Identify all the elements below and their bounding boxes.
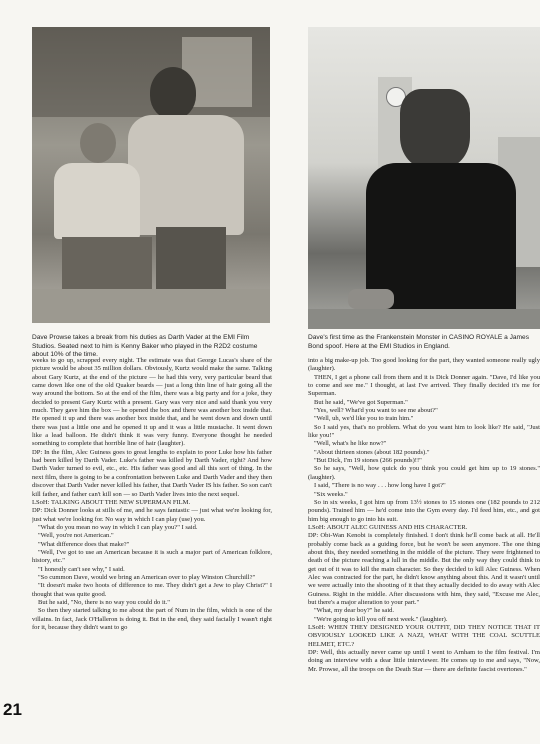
paragraph: So then they started talking to me about the part of Num in the film, which is one of the villains. In fact, Jack O'Halleron is doing it. But in the end, they said facially I wasn't right for it, because they didn't want to go	[32, 607, 272, 631]
paragraph: "But Dick, I'm 19 stones (266 pounds)!!"	[314, 457, 422, 465]
paragraph: "Yes, well? What'd you want to see me about?"	[314, 407, 438, 415]
caption-right-photo: Dave's first time as the Frankenstein Monster in CASINO ROYALE a James Bond spoof. Here at the EMI Studios in England.	[308, 334, 530, 350]
paragraph: "What difference does that make?"	[38, 540, 130, 548]
paragraph: "So cummon Dave, would we bring an American over to play Winston Churchill?"	[38, 573, 256, 581]
paragraph: LSoH: TALKING ABOUT THE NEW SUPERMAN FILM.	[32, 498, 191, 506]
paragraph: DP: In the film, Alec Guiness goes to great lengths to explain to poor Luke how his father had been killed by Darth Vader. Luke's father was killed by Darth Vader, right? And how Darth Vader turned to evil, etc., etc. His father was good and all this sort of thing. In the next film, there is going to be a confrontation between Luke and Darth Vader and they then discover that Darth Vader never killed his father, that Darth Vader IS his father. So son can't kill father, and father can't kill son — so Darth Vader lives into the next sequel.	[32, 448, 272, 498]
photo-prowse-and-baker	[32, 27, 270, 323]
paragraph: But he said, "No, there is no way you could do it."	[38, 598, 170, 606]
paragraph: "What, my dear boy?" he said.	[314, 607, 395, 615]
article-column-left	[32, 357, 272, 737]
paragraph: THEN, I get a phone call from them and it is Dick Donner again. "Dave, I'd like you to come and see me." I thought, at last I've arrived. They finally decided it's me for Superman.	[308, 373, 540, 398]
paragraph: into a big make-up job. Too good looking for the part, they wanted someone really ugly (laughter).	[308, 357, 540, 373]
paragraph: "Well, I've got to use an American because it is such a major part of American folklore, history, etc."	[32, 548, 272, 565]
paragraph: "Six weeks."	[314, 490, 348, 498]
paragraph: So in six weeks, I got him up from 13½ stones to 15 stones one (182 pounds to 212 pounds). Trained him — he'd come into the Gym every day. I'd feed him, etc., and got him big enough to go into his suit.	[308, 498, 540, 523]
paragraph: DP: Dick Donner looks at stills of me, and he says fantastic — just what we're looking for, just what we're looking for. No way in which I can play (use) you.	[32, 507, 272, 523]
page-number: 21	[3, 700, 22, 719]
photo-frankenstein-monster	[308, 27, 540, 329]
paragraph: "Well, uh, we'd like you to train him."	[314, 415, 414, 423]
paragraph: "It doesn't make two hoots of difference to me. They didn't get a Jew to play Christ?" I thought that was quite good.	[32, 582, 272, 598]
paragraph: LSoH: ABOUT ALEC GUINESS AND HIS CHARACTER.	[308, 523, 468, 531]
paragraph: "We're going to kill you off next week." (laughter).	[314, 615, 448, 623]
paragraph: "Well, what's he like now?"	[314, 440, 387, 448]
paragraph: weeks to go up, scrapped every night. The estimate was that George Lucas's share of the picture would be about 35 million dollars. Obviously, Kurtz would make the same. Talking about Gary Kurtz, at the end of the picture — he had this very, very particular beard that came down like one of the old Quaker beards — just a long thin line of hair going all the way around the bottom. So at the end of the film, there was a big party and for a joke, they decided to present Gary Kurtz with a present. Gary was very nice and said thank you very much. They gave him the box — he opened the box and there was another box inside that. He opened it up and there was another box inside that, and he went down and down until there was just a little one and he opened it up and it was a little mustache. It went down like a lead balloon. He didn't think it was very funny. Everyone thought he needed something to complete that horrible line of hair (laughter).	[32, 357, 272, 448]
paragraph: "About thirteen stones (about 182 pounds)."	[314, 448, 430, 456]
paragraph: So he says, "Well, how quick do you think you could get him up to 19 stones." (laughter).	[308, 465, 540, 481]
paragraph: I said, "There is no way . . . how long have I got?"	[314, 482, 446, 490]
paragraph: But he said, "We've got Superman."	[314, 398, 408, 406]
paragraph: DP: Well, this actually never came up until I went to Arnham to the film festival. I'm doing an interview with a dear little interviewer. He comes up to me and says, "Now, Mr. Prowse, all the troops on the Death Star — there are definite fascist overtones."	[308, 649, 540, 673]
paragraph: "What do you mean no way in which I can play you?" I said.	[38, 523, 198, 531]
paragraph: DP: Obi-Wan Kenobi is completely finished. I don't think he'll come back at all. He'll probably come back as a guiding force, but he won't be seen anymore. The one thing about this, they needed something in the middle of the picture. They were frightened to death of the picture reaching a lull in the middle. But the only way they could think to get out of it was to kill the main character. So they decided to kill Alec Guiness. When Alec was contracted for the part, he didn't know anything about this. And it wasn't until we were actually into the shooting of it that they actually decided to do away with Alec Guiness. Right in the middle. After discussions with him, they said, "Excuse me Alec, but there's a major alteration to your part."	[308, 532, 540, 606]
caption-left-photo: Dave Prowse takes a break from his duties as Darth Vader at the EMI Film Studios. Seated next to him is Kenny Baker who played in the R2D2 costume about 10% of the time.	[32, 334, 258, 359]
paragraph: LSoH: WHEN THEY DESIGNED YOUR OUTFIT, DID THEY NOTICE THAT IT OBVIOUSLY LOOKED LIKE A NAZI, WHAT WITH THE COAL SCUTTLE HELMET, ETC.?	[308, 624, 540, 648]
paragraph: So I said yes, that's no problem. What do you want him to look like? He said, "Just like you!"	[308, 423, 540, 440]
article-column-right	[308, 357, 540, 737]
paragraph: "Well, you're not American."	[38, 532, 114, 540]
paragraph: "I honestly can't see why," I said.	[38, 565, 125, 573]
